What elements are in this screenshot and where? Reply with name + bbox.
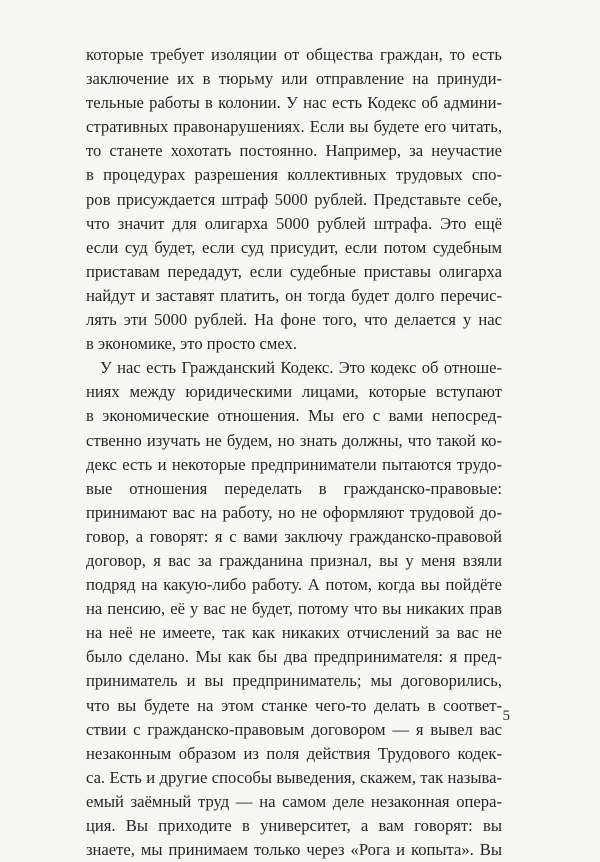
text-line: подряд на какую-либо работу. А потом, когда вы пойдёте xyxy=(86,575,502,595)
text-line: ниях между юридическими лицами, которые вступают xyxy=(86,382,502,402)
text-line: декс есть и некоторые предприниматели пытаются трудо- xyxy=(86,454,502,474)
text-line: в экономике, это просто смех. xyxy=(86,334,297,354)
text-line: на неё не имеете, так как никаких отчислений за вас не xyxy=(86,623,502,643)
page-number: 5 xyxy=(502,708,510,724)
text-line: ствии с гражданско-правовым договором — я вывел вас xyxy=(86,719,502,739)
text-line: незаконным образом из поля действия Трудового кодек- xyxy=(86,743,502,763)
text-line: если суд будет, если суд присудит, если потом судебным xyxy=(86,237,502,257)
text-line: что вы будете на этом станке чего-то делать в соответ- xyxy=(86,695,502,715)
text-line: лять эти 5000 рублей. На фоне того, что делается у нас xyxy=(86,310,502,330)
paragraph-1 xyxy=(86,43,502,356)
text-line: заключение их в тюрьму или отправление на принуди- xyxy=(86,69,502,89)
text-line: вые отношения переделать в гражданско-правовые: xyxy=(86,478,502,498)
text-line: ров присуждается штраф 5000 рублей. Представьте себе, xyxy=(86,189,502,209)
text-line: са. Есть и другие способы выведения, скажем, так называ- xyxy=(86,767,502,787)
text-line: стративных правонарушениях. Если вы будете его читать, xyxy=(86,117,502,137)
text-line: принимают вас на работу, но не оформляют трудовой до- xyxy=(86,502,502,522)
text-line: было сделано. Мы как бы два предпринимателя: я пред- xyxy=(86,647,502,667)
text-line: ция. Вы приходите в университет, а вам говорят: вы xyxy=(86,816,502,835)
body-text xyxy=(86,43,502,862)
text-line: которые требует изоляции от общества граждан, то есть xyxy=(86,45,502,64)
text-line: тельные работы в колонии. У нас есть Кодекс об админи- xyxy=(86,93,502,113)
text-line: на пенсию, её у вас не будет, потому что вы никаких прав xyxy=(86,599,502,619)
text-line: то станете хохотать постоянно. Например, за неучастие xyxy=(86,141,502,161)
text-line: договор, я вас за гражданина признал, вы у меня взяли xyxy=(86,550,502,570)
paragraph-2 xyxy=(86,356,502,862)
text-line: У нас есть Гражданский Кодекс. Это кодекс об отноше- xyxy=(100,358,502,378)
text-line: найдут и заставят платить, он тогда будет долго перечис- xyxy=(86,285,502,305)
text-line: ственно изучать не будем, но знать должны, что такой ко- xyxy=(86,430,502,450)
text-line: говор, а говорят: я с вами заключу гражданско-правовой xyxy=(86,526,502,546)
text-line: в экономические отношения. Мы его с вами непосред- xyxy=(86,406,502,426)
text-line: в процедурах разрешения коллективных трудовых спо- xyxy=(86,165,502,185)
text-line: знаете, мы принимаем только через «Рога и копыта». Вы xyxy=(86,840,502,860)
text-line: приниматель и вы предприниматель; мы договорились, xyxy=(86,671,502,691)
text-line: приставам передадут, если судебные приставы олигарха xyxy=(86,261,502,281)
text-line: что значит для олигарха 5000 рублей штрафа. Это ещё xyxy=(86,213,502,233)
text-line: емый заёмный труд — на самом деле незаконная опера- xyxy=(86,791,502,811)
